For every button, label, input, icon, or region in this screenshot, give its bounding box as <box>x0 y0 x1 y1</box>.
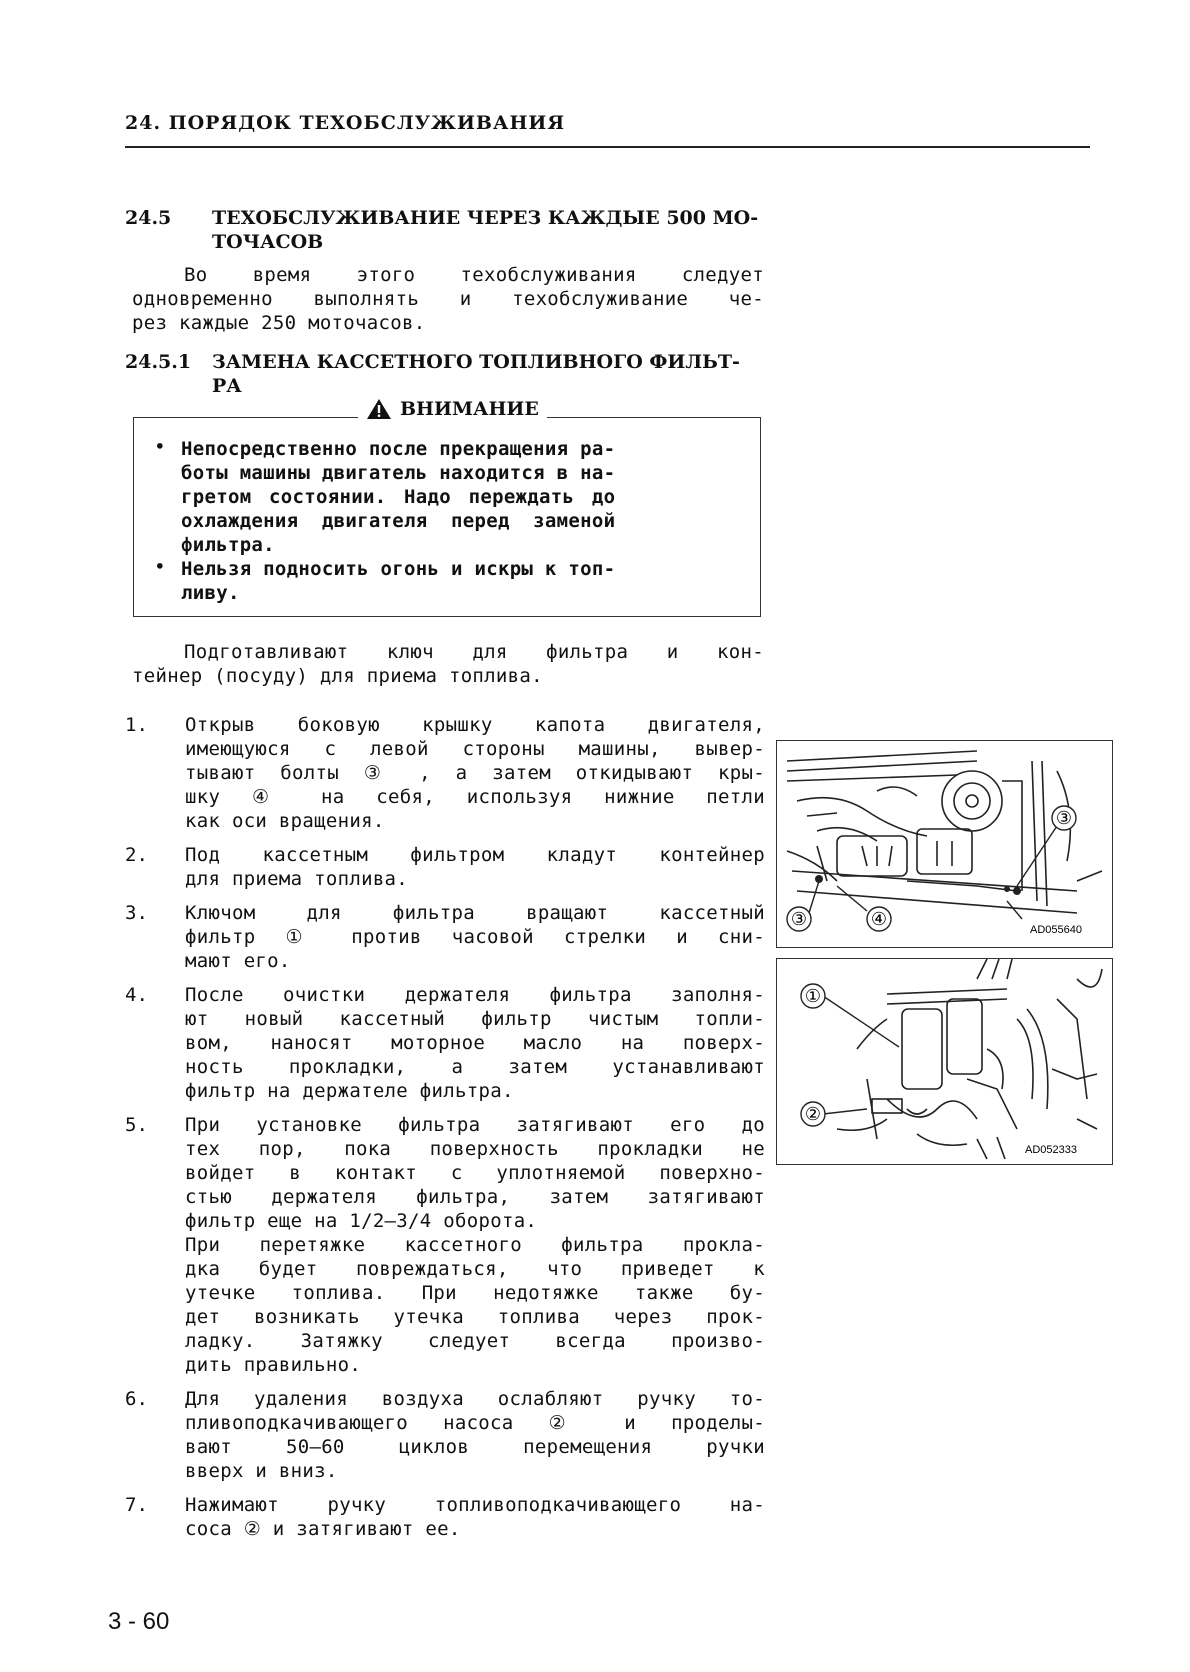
engine-hood-illustration <box>777 741 1111 946</box>
warning-item <box>155 557 723 605</box>
step-number: 4. <box>125 984 148 1006</box>
warning-triangle-icon <box>366 398 392 420</box>
figure-code: AD055640 <box>1030 924 1082 936</box>
step-line: Для удаления воздуха ослабляют ручку то- <box>185 1388 765 1410</box>
step-item <box>125 1493 765 1541</box>
step-line: вают 50—60 циклов перемещения ручки <box>185 1436 765 1458</box>
warning-line: охлаждения двигателя перед заменой <box>181 510 616 532</box>
figure-code: AD052333 <box>1025 1144 1077 1156</box>
step-line: При перетяжке кассетного фильтра прокла- <box>185 1234 765 1256</box>
step-line: тех пор, пока поверхность прокладки не <box>185 1138 765 1160</box>
step-line: Открыв боковую крышку капота двигателя, <box>185 714 765 736</box>
section-title-line2: ТОЧАСОВ <box>212 231 324 253</box>
bullet-icon: • <box>155 557 165 576</box>
header-rule <box>125 146 1090 148</box>
step-line: тывают болты ③ , а затем откидывают кры- <box>185 762 765 784</box>
step-line: дить правильно. <box>185 1354 362 1376</box>
warning-item <box>155 437 723 557</box>
step-number: 3. <box>125 902 148 924</box>
section-number: 24.5 <box>125 207 172 229</box>
step-line: стью держателя фильтра, затем затягивают <box>185 1186 765 1208</box>
step-line: При установке фильтра затягивают его до <box>185 1114 765 1136</box>
step-line: шку ④ на себя, используя нижние петли <box>185 786 765 808</box>
step-number: 5. <box>125 1114 148 1136</box>
step-item <box>125 901 765 973</box>
subsection-number: 24.5.1 <box>125 351 192 373</box>
step-line: ладку. Затяжку следует всегда произво- <box>185 1330 765 1352</box>
step-line: дка будет повреждаться, что приведет к <box>185 1258 765 1280</box>
warning-line: ливу. <box>181 582 240 604</box>
step-line: ность прокладки, а затем устанавливают <box>185 1056 765 1078</box>
section-intro <box>132 263 764 335</box>
warning-title-text: ВНИМАНИЕ <box>400 398 539 420</box>
step-number: 7. <box>125 1494 148 1516</box>
steps-list <box>125 713 765 1541</box>
intro-line: рез каждые 250 моточасов. <box>132 312 426 334</box>
step-line: фильтр на держателе фильтра. <box>185 1080 514 1102</box>
page-number: 3 - 60 <box>108 1608 170 1635</box>
step-line: утечке топлива. При недотяжке также бу- <box>185 1282 765 1304</box>
step-number: 6. <box>125 1388 148 1410</box>
intro-line: Во время этого техобслуживания следует <box>184 264 764 286</box>
warning-line: гретом состоянии. Надо переждать до <box>181 486 616 508</box>
warning-line: Нельзя подносить огонь и искры к топ- <box>181 558 616 580</box>
step-line: Ключом для фильтра вращают кассетный <box>185 902 765 924</box>
step-line: вом, наносят моторное масло на поверх- <box>185 1032 765 1054</box>
intro-line: одновременно выполнять и техобслуживание че- <box>132 288 764 310</box>
callout-4: ④ <box>870 909 888 929</box>
step-item <box>125 1113 765 1377</box>
prep-line: тейнер (посуду) для приема топлива. <box>132 665 543 687</box>
fuel-filter-illustration <box>777 959 1111 1163</box>
warning-line: фильтра. <box>181 534 275 556</box>
step-line: имеющуюся с левой стороны машины, вывер- <box>185 738 765 760</box>
step-item <box>125 983 765 1103</box>
step-item <box>125 843 765 891</box>
step-line: пливоподкачивающего насоса ② и проделы- <box>185 1412 765 1434</box>
step-line: мают его. <box>185 950 291 972</box>
step-line: Под кассетным фильтром кладут контейнер <box>185 844 765 866</box>
step-number: 2. <box>125 844 148 866</box>
callout-3: ③ <box>1055 808 1073 828</box>
step-line: вверх и вниз. <box>185 1460 338 1482</box>
step-line: Нажимают ручку топливоподкачивающего на- <box>185 1494 765 1516</box>
section-title-line1: ТЕХОБСЛУЖИВАНИЕ ЧЕРЕЗ КАЖДЫЕ 500 МО- <box>212 207 759 229</box>
step-item <box>125 1387 765 1483</box>
step-line: для приема топлива. <box>185 868 409 890</box>
prep-line: Подготавливают ключ для фильтра и кон- <box>184 641 764 663</box>
step-number: 1. <box>125 714 148 736</box>
callout-2: ② <box>804 1104 822 1124</box>
bullet-icon: • <box>155 437 165 456</box>
warning-line: Непосредственно после прекращения ра- <box>181 438 616 460</box>
figure-fuel-filter <box>776 958 1113 1165</box>
step-line: После очистки держателя фильтра заполня- <box>185 984 765 1006</box>
step-line: соса ② и затягивают ее. <box>185 1518 461 1540</box>
step-item <box>125 713 765 833</box>
subsection-title-line1: ЗАМЕНА КАССЕТНОГО ТОПЛИВНОГО ФИЛЬТ- <box>212 351 740 373</box>
step-line: войдет в контакт с уплотняемой поверхно- <box>185 1162 765 1184</box>
step-line: фильтр ① против часовой стрелки и сни- <box>185 926 765 948</box>
figure-hood-bolts <box>776 740 1113 948</box>
step-line: как оси вращения. <box>185 810 385 832</box>
warning-line: боты машины двигатель находится в на- <box>181 462 616 484</box>
subsection-title-line2: РА <box>212 375 242 397</box>
callout-1: ① <box>804 986 822 1006</box>
prep-paragraph <box>132 640 764 688</box>
callout-3: ③ <box>790 909 808 929</box>
step-line: ют новый кассетный фильтр чистым топли- <box>185 1008 765 1030</box>
warning-title <box>358 398 547 420</box>
step-line: фильтр еще на 1/2—3/4 оборота. <box>185 1210 538 1232</box>
step-line: дет возникать утечка топлива через прок- <box>185 1306 765 1328</box>
warning-items <box>155 437 723 605</box>
running-header: 24. ПОРЯДОК ТЕХОБСЛУЖИВАНИЯ <box>125 112 566 134</box>
